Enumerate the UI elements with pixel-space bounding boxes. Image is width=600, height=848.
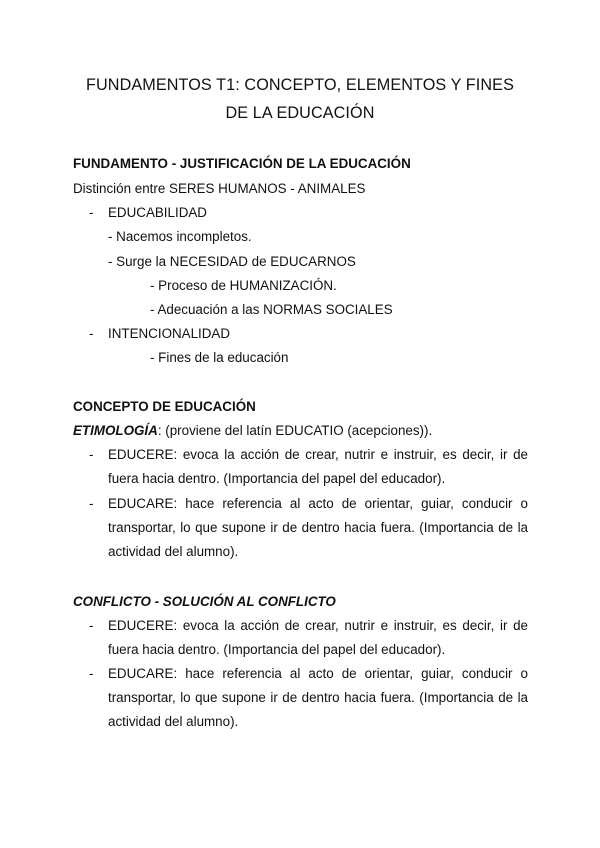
sub-item: - Surge la NECESIDAD de EDUCARNOS [108,254,356,269]
list-item-educabilidad: EDUCABILIDAD [108,205,207,220]
document-title [60,71,540,127]
title-line-2: DE LA EDUCACIÓN [225,104,375,122]
bullet-marker: - [89,205,94,220]
sub-sub-item: - Fines de la educación [150,350,289,365]
list-item-intencionalidad: INTENCIONALIDAD [108,326,231,341]
title-line-1: FUNDAMENTOS T1: CONCEPTO, ELEMENTOS Y FINES [86,76,514,94]
bullet-marker: - [89,447,94,462]
bullet-marker: - [89,496,94,511]
section-heading-concepto: CONCEPTO DE EDUCACIÓN [73,399,256,414]
list-item-educere: EDUCERE: evoca la acción de crear, nutrir e instruir, es decir, ir de fuera hacia dentro. (Importancia del papel del educador). [108,618,528,657]
bullet-marker: - [89,666,94,681]
list-item-educare: EDUCARE: hace referencia al acto de orientar, guiar, conducir o transportar, lo que supone ir de dentro hacia fuera. (Importancia de la actividad del alumno). [108,666,528,729]
list-item-educere: EDUCERE: evoca la acción de crear, nutrir e instruir, es decir, ir de fuera hacia dentro. (Importancia del papel del educador). [108,447,528,486]
bullet-marker: - [89,618,94,633]
section-heading-fundamento: FUNDAMENTO - JUSTIFICACIÓN DE LA EDUCACIÓN [73,156,411,171]
sub-sub-item: - Adecuación a las NORMAS SOCIALES [150,302,393,317]
etymology-text: : (proviene del latín EDUCATIO (acepciones)). [157,423,433,438]
section-intro: Distinción entre SERES HUMANOS - ANIMALES [73,181,366,196]
etymology-label: ETIMOLOGÍA [73,423,158,438]
section-heading-conflicto: CONFLICTO - SOLUCIÓN AL CONFLICTO [73,594,336,609]
etymology-line [73,422,432,440]
bullet-marker: - [89,326,94,341]
sub-sub-item: - Proceso de HUMANIZACIÓN. [150,278,337,293]
sub-item: - Nacemos incompletos. [108,229,252,244]
list-item-educare: EDUCARE: hace referencia al acto de orientar, guiar, conducir o transportar, lo que supone ir de dentro hacia fuera. (Importancia de la actividad del alumno). [108,496,528,559]
